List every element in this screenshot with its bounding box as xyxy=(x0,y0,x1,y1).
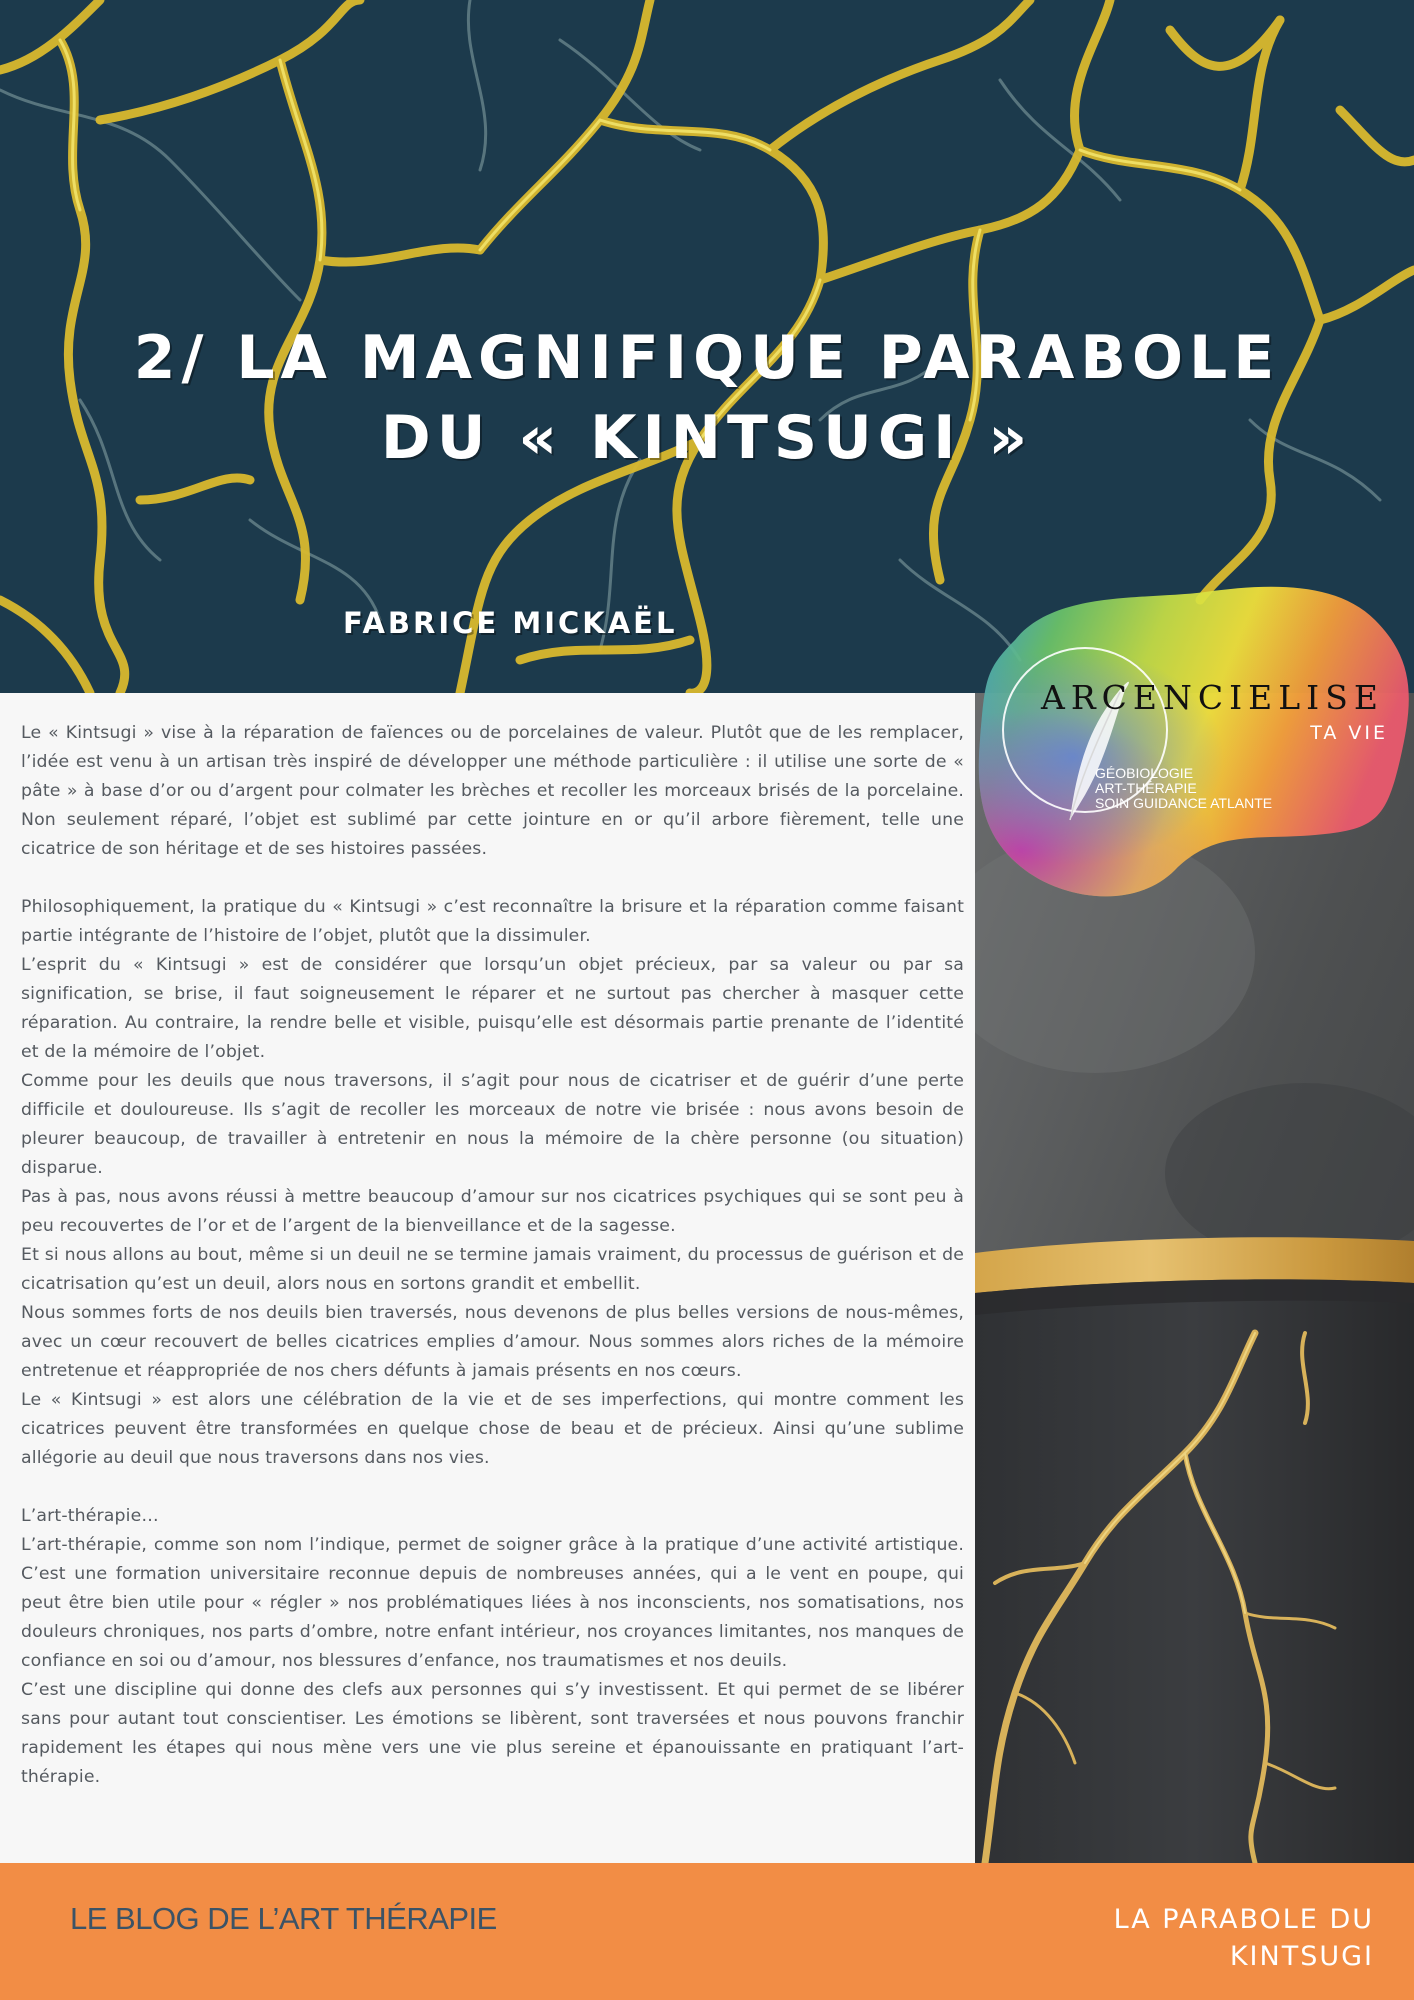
article-paragraph: Comme pour les deuils que nous traversons, il s’agit pour nous de cicatriser et de guérir d’une perte difficile et douloureuse. Ils s’agit de recoller les morceaux de notre vie brisée : nous avons besoin de pleurer beaucoup, de travailler à entretenir en nous la mémoire de la chère personne (ou situation) disparue. xyxy=(21,1071,964,1178)
logo-service-line: GÉOBIOLOGIE xyxy=(1095,765,1194,781)
article-paragraph: Le « Kintsugi » est alors une célébration de la vie et de ses imperfections, qui montre comment les cicatrices peuvent être transformées en quelque chose de beau et de précieux. Ainsi qu’une sublime allégorie au deuil que nous traversons dans nos vies. xyxy=(21,1390,964,1468)
article-paragraph: Nous sommes forts de nos deuils bien traversés, nous devenons de plus belles versions de nous-mêmes, avec un cœur recouvert de belles cicatrices emplies d’amour. Nous sommes alors riches de la mémoire entretenue et réappropriée de nos chers défunts à jamais présents en nos cœurs. xyxy=(21,1303,964,1381)
article-paragraph: L’art-thérapie, comme son nom l’indique, permet de soigner grâce à la pratique d’une activité artistique. C’est une formation universitaire reconnue depuis de nombreuses années, qui a le vent en poupe, qui peut être bien utile pour « régler » nos problématiques liées à nos inconscients, nos somatisations, nos douleurs chroniques, nos parts d’ombre, notre enfant intérieur, nos croyances limitantes, nos manques de confiance en soi ou d’amour, nos blessures d’enfance, nos traumatismes et nos deuils. xyxy=(21,1535,964,1671)
article-paragraph: Le « Kintsugi » vise à la réparation de faïences ou de porcelaines de valeur. Plutôt que de les remplacer, l’idée est venu à un artisan très inspiré de développer une méthode particulière : il utilise une sorte de « pâte » à base d’or ou d’argent pour colmater les brèches et recoller les morceaux brisés de la porcelaine. Non seulement réparé, l’objet est sublimé par cette jointure en or qu’il arbore fièrement, telle une cicatrice de son héritage et de ses histoires passées. xyxy=(21,723,964,859)
footer-bar xyxy=(0,1863,1414,2000)
arcencielise-logo xyxy=(975,580,1414,900)
footer-article-title: LA PARABOLE DU KINTSUGI xyxy=(1113,1904,1374,1972)
page-title xyxy=(0,318,1414,478)
article-paragraph: Pas à pas, nous avons réussi à mettre beaucoup d’amour sur nos cicatrices psychiques qui se sont peu à peu recouvertes de l’or et de l’argent de la bienveillance et de la sagesse. xyxy=(21,1187,964,1236)
article-paragraph: Philosophiquement, la pratique du « Kintsugi » c’est reconnaître la brisure et la réparation comme faisant partie intégrante de l’histoire de l’objet, plutôt que la dissimuler. xyxy=(21,897,964,946)
logo-tagline: TA VIE xyxy=(1310,722,1388,744)
section-heading: L’art-thérapie… xyxy=(21,1506,159,1526)
article-paragraph: Et si nous allons au bout, même si un deuil ne se termine jamais vraiment, du processus de guérison et de cicatrisation qu’est un deuil, alors nous en sortons grandit et embellit. xyxy=(21,1245,964,1294)
logo-service-line: ART-THÉRAPIE xyxy=(1095,780,1197,796)
article-body xyxy=(21,719,964,1792)
blog-name: LE BLOG DE L’ART THÉRAPIE xyxy=(70,1901,497,1936)
article-paragraph: C’est une discipline qui donne des clefs aux personnes qui s’y investissent. Et qui permet de se libérer sans pour autant tout conscientiser. Les émotions se libèrent, sont traversées et nous pouvons franchir rapidement les étapes qui nous mène vers une vie plus sereine et épanouissante en pratiquant l’art-thérapie. xyxy=(21,1680,964,1787)
logo-brand-name: ARCENCIELISE xyxy=(1041,678,1384,717)
page-title-line-1: 2/ LA MAGNIFIQUE PARABOLE xyxy=(133,323,1281,393)
author-name: FABRICE MICKAËL xyxy=(343,606,678,640)
logo-services xyxy=(1095,766,1272,811)
article-paragraph: L’esprit du « Kintsugi » est de considérer que lorsqu’un objet précieux, par sa valeur ou par sa signification, se brise, il faut soigneusement le réparer et ne surtout pas chercher à masquer cette réparation. Au contraire, la rendre belle et visible, puisqu’elle est désormais partie prenante de l’identité et de la mémoire de l’objet. xyxy=(21,955,964,1062)
logo-service-line: SOIN GUIDANCE ATLANTE xyxy=(1095,795,1273,811)
page-title-line-2: DU « KINTSUGI » xyxy=(380,403,1034,473)
